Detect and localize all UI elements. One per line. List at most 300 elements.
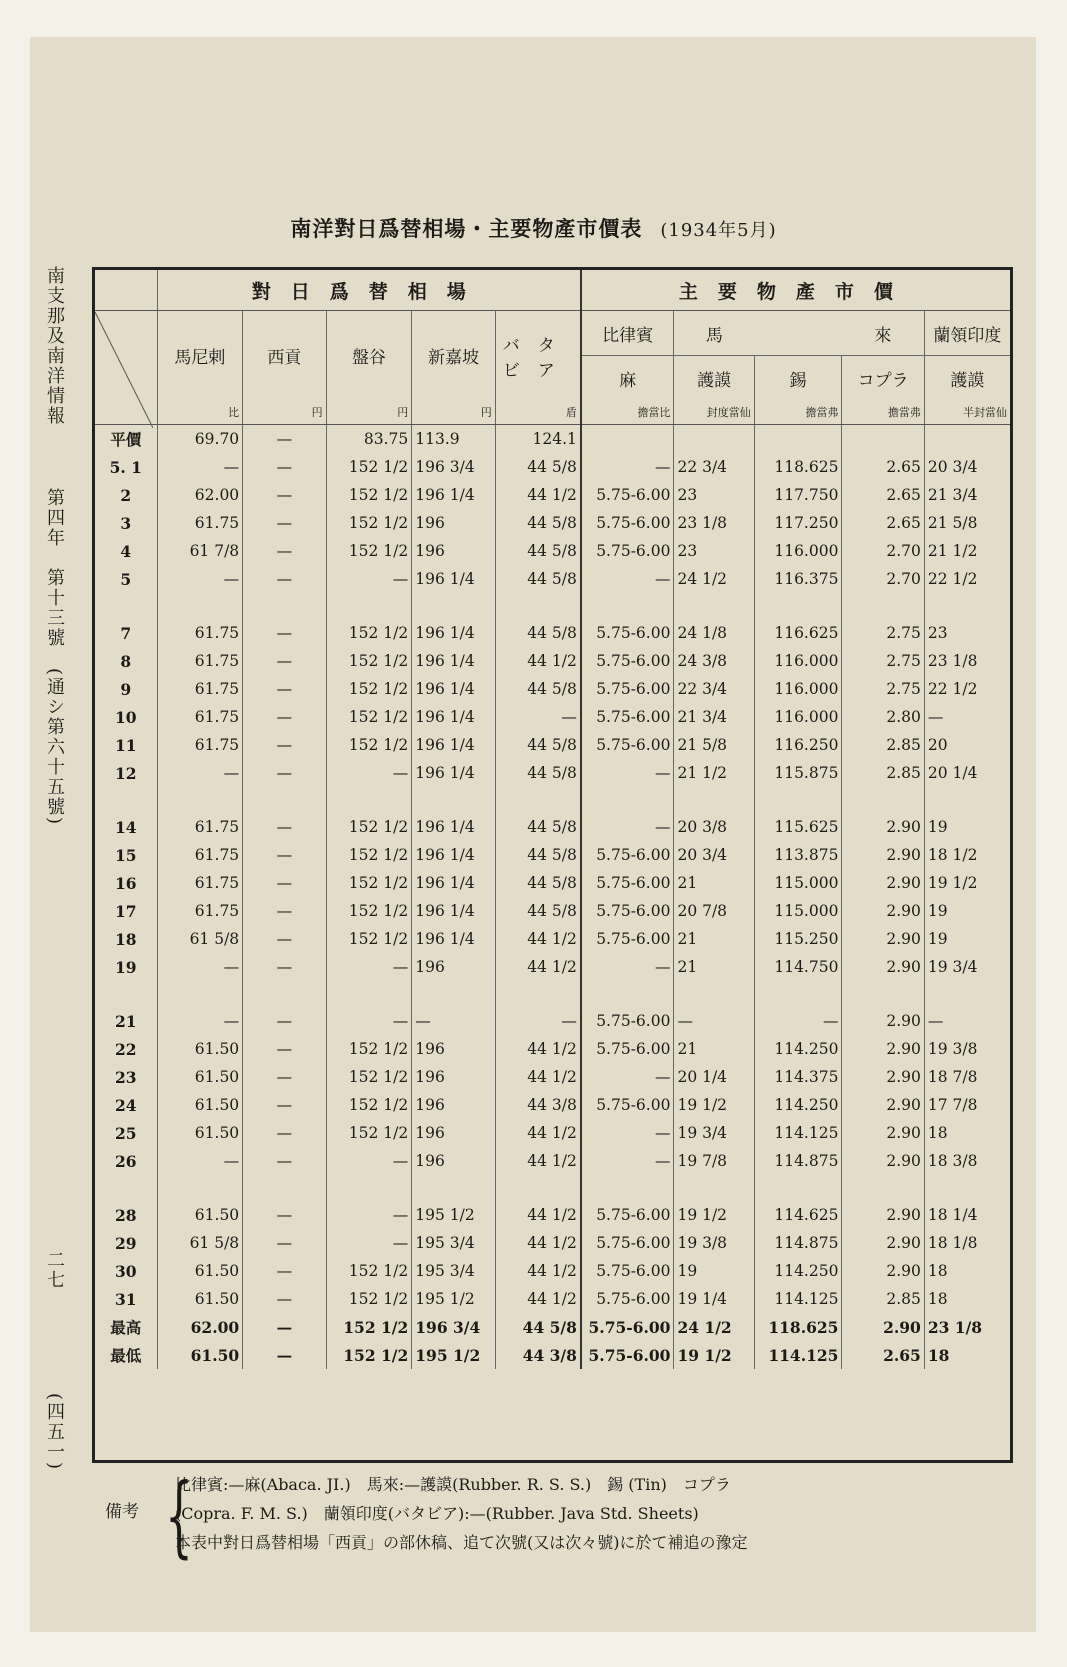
singapore-cell	[412, 981, 495, 1007]
manila-cell: 61.75	[157, 813, 243, 841]
singapore-cell: 196	[412, 1119, 495, 1147]
manila-cell	[157, 1175, 243, 1201]
bangkok-cell: 152 1/2	[326, 1341, 412, 1369]
abaca-cell: —	[581, 1063, 674, 1091]
rubber-nei-cell: 23	[927, 624, 948, 642]
tin-cell: 114.250	[754, 1035, 842, 1063]
saigon-cell: —	[243, 1007, 326, 1035]
copra-cell: 2.65	[842, 509, 924, 537]
saigon-cell: —	[243, 481, 326, 509]
batavia-cell: 44 1/2	[495, 1201, 581, 1229]
rubber-my-cell	[674, 1175, 754, 1201]
title-date: (1934年5月)	[660, 220, 777, 241]
copra-cell: 2.65	[842, 453, 924, 481]
manila-cell: 61.75	[157, 731, 243, 759]
bangkok-cell: 152 1/2	[326, 1035, 412, 1063]
manila-cell: 61.75	[157, 897, 243, 925]
batavia-cell: 44 5/8	[495, 731, 581, 759]
rubber-my-cell	[674, 787, 754, 813]
rubber-my-cell: 24 3/8	[674, 647, 754, 675]
manila-cell	[157, 787, 243, 813]
abaca-cell: 5.75-6.00	[581, 537, 674, 565]
batavia-cell: —	[495, 703, 581, 731]
abaca-cell: 5.75-6.00	[581, 1285, 674, 1313]
rubber-my-cell: 19 3/8	[674, 1229, 754, 1257]
saigon-cell: —	[243, 537, 326, 565]
batavia-cell: 44 1/2	[495, 1063, 581, 1091]
copra-cell	[842, 593, 924, 619]
rubber-nei-cell: —	[927, 708, 944, 726]
batavia-cell	[495, 593, 581, 619]
saigon-cell: —	[243, 1313, 326, 1341]
rubber-nei-cell: 18	[927, 1262, 948, 1280]
rubber-nei-cell: 19	[927, 902, 948, 920]
table-row	[95, 1035, 1010, 1063]
rubber-nei-cell	[924, 425, 1010, 454]
manila-cell: 61.75	[157, 509, 243, 537]
saigon-cell: —	[243, 1229, 326, 1257]
bangkok-cell: 152 1/2	[326, 925, 412, 953]
rubber-my-cell: 19 1/2	[674, 1341, 754, 1369]
rubber-nei-cell: 18 1/4	[927, 1206, 978, 1224]
singapore-cell: 196 1/4	[412, 813, 495, 841]
copra-cell: 2.90	[842, 1063, 924, 1091]
saigon-cell: —	[243, 731, 326, 759]
date-cell: 29	[95, 1229, 157, 1257]
tin-cell: 114.125	[754, 1119, 842, 1147]
abaca-cell: 5.75-6.00	[581, 1091, 674, 1119]
rubber-my-cell: 21	[674, 953, 754, 981]
rubber-my-cell: 23 1/8	[674, 509, 754, 537]
date-cell: 4	[95, 537, 157, 565]
abaca-cell: 5.75-6.00	[581, 1007, 674, 1035]
singapore-cell: 196 1/4	[412, 869, 495, 897]
singapore-cell: 196	[412, 1147, 495, 1175]
batavia-cell: 44 1/2	[495, 647, 581, 675]
rubber-nei-cell: 18 1/2	[927, 846, 978, 864]
rubber-my-cell: 19 3/4	[674, 1119, 754, 1147]
issue-number: 第四年 第十三號 (通シ第六十五號)	[44, 488, 65, 827]
rubber-my-cell: 21	[674, 1035, 754, 1063]
batavia-cell: 44 1/2	[495, 1035, 581, 1063]
batavia-cell: 44 1/2	[495, 1257, 581, 1285]
batavia-cell: 44 5/8	[495, 565, 581, 593]
copra-cell: 2.90	[842, 1007, 924, 1035]
table-row	[95, 1119, 1010, 1147]
manila-cell: 61.50	[157, 1063, 243, 1091]
rubber-my-cell: 24 1/2	[674, 565, 754, 593]
manila-cell: 61.75	[157, 675, 243, 703]
table-row	[95, 509, 1010, 537]
col-philippines: 比律賓	[581, 311, 674, 356]
abaca-cell: —	[581, 1119, 674, 1147]
manila-cell: 62.00	[157, 1313, 243, 1341]
page-title	[0, 213, 1067, 243]
abaca-cell: 5.75-6.00	[581, 1035, 674, 1063]
bangkok-cell: —	[326, 1147, 412, 1175]
batavia-cell: 124.1	[495, 425, 581, 454]
col-batavia: バタビア	[495, 311, 581, 401]
date-cell: 18	[95, 925, 157, 953]
rubber-my-cell: —	[674, 1007, 754, 1035]
batavia-cell: 44 5/8	[495, 619, 581, 647]
copra-cell: 2.75	[842, 675, 924, 703]
col-copra: コプラ	[842, 356, 924, 401]
saigon-cell: —	[243, 841, 326, 869]
rubber-nei-cell: 21 5/8	[927, 514, 978, 532]
rubber-nei-cell: 18 1/8	[927, 1234, 978, 1252]
col-rubber-my: 護謨	[674, 356, 754, 401]
rubber-nei-cell: 18	[927, 1345, 950, 1365]
col-manila: 馬尼剌	[157, 311, 243, 401]
saigon-cell: —	[243, 565, 326, 593]
saigon-cell: —	[243, 1091, 326, 1119]
singapore-cell: 195 3/4	[412, 1229, 495, 1257]
rubber-nei-cell: 18 7/8	[927, 1068, 978, 1086]
date-cell	[95, 593, 157, 619]
bangkok-cell: 152 1/2	[326, 537, 412, 565]
date-cell: 8	[95, 647, 157, 675]
copra-cell: 2.80	[842, 703, 924, 731]
unit-manila: 比	[157, 400, 243, 425]
date-cell: 26	[95, 1147, 157, 1175]
tin-cell	[754, 787, 842, 813]
manila-cell: 61 7/8	[157, 537, 243, 565]
manila-cell: 61.50	[157, 1201, 243, 1229]
batavia-cell: 44 1/2	[495, 481, 581, 509]
bangkok-cell: 152 1/2	[326, 1063, 412, 1091]
abaca-cell: —	[581, 453, 674, 481]
saigon-cell: —	[243, 1119, 326, 1147]
bangkok-cell: 83.75	[326, 425, 412, 454]
copra-cell: 2.90	[842, 1091, 924, 1119]
singapore-cell: 196 1/4	[412, 647, 495, 675]
col-bangkok: 盤谷	[326, 311, 412, 401]
bangkok-cell: 152 1/2	[326, 509, 412, 537]
batavia-cell: 44 3/8	[495, 1341, 581, 1369]
saigon-cell: —	[243, 647, 326, 675]
date-cell: 28	[95, 1201, 157, 1229]
copra-cell: 2.90	[842, 813, 924, 841]
batavia-cell: 44 5/8	[495, 453, 581, 481]
bangkok-cell: 152 1/2	[326, 1285, 412, 1313]
date-cell: 24	[95, 1091, 157, 1119]
rubber-nei-cell	[924, 981, 1010, 1007]
date-cell	[95, 787, 157, 813]
copra-cell: 2.90	[842, 953, 924, 981]
bangkok-cell: 152 1/2	[326, 813, 412, 841]
table-row	[95, 1147, 1010, 1175]
rubber-my-cell: 20 7/8	[674, 897, 754, 925]
table-row	[95, 897, 1010, 925]
manila-cell: 61.75	[157, 619, 243, 647]
page-number: 二七	[44, 1250, 65, 1290]
rubber-nei-cell: 19 3/8	[927, 1040, 978, 1058]
copra-cell: 2.75	[842, 619, 924, 647]
batavia-cell: 44 5/8	[495, 841, 581, 869]
tin-cell: 114.875	[754, 1229, 842, 1257]
tin-cell	[754, 1175, 842, 1201]
rubber-my-cell: 19 1/4	[674, 1285, 754, 1313]
date-cell: 10	[95, 703, 157, 731]
copra-cell: 2.70	[842, 565, 924, 593]
manila-cell: 61.50	[157, 1119, 243, 1147]
rubber-nei-cell	[924, 1175, 1010, 1201]
page-number-total: (四五一)	[44, 1393, 65, 1472]
abaca-cell: —	[581, 565, 674, 593]
table-row	[95, 619, 1010, 647]
manila-cell	[157, 593, 243, 619]
rubber-nei-cell: 18	[927, 1124, 948, 1142]
singapore-cell: 195 1/2	[412, 1341, 495, 1369]
saigon-cell: —	[243, 897, 326, 925]
copra-cell: 2.90	[842, 1257, 924, 1285]
rubber-my-cell	[674, 425, 754, 454]
copra-cell: 2.65	[842, 1341, 924, 1369]
table-row	[95, 759, 1010, 787]
abaca-cell: 5.75-6.00	[581, 675, 674, 703]
tin-cell: 114.625	[754, 1201, 842, 1229]
col-malaya-2: 來	[842, 311, 924, 356]
rubber-nei-cell: —	[927, 1012, 944, 1030]
abaca-cell: 5.75-6.00	[581, 925, 674, 953]
rubber-nei-cell: 18	[927, 1290, 948, 1308]
manila-cell: —	[157, 759, 243, 787]
singapore-cell: 196 1/4	[412, 731, 495, 759]
copra-cell: 2.90	[842, 1035, 924, 1063]
saigon-cell	[243, 593, 326, 619]
saigon-cell: —	[243, 759, 326, 787]
manila-cell: 61.75	[157, 703, 243, 731]
batavia-cell: 44 1/2	[495, 925, 581, 953]
table-row	[95, 869, 1010, 897]
singapore-cell: 196 1/4	[412, 897, 495, 925]
batavia-cell: 44 5/8	[495, 509, 581, 537]
date-cell: 16	[95, 869, 157, 897]
abaca-cell	[581, 981, 674, 1007]
manila-cell: 61.50	[157, 1091, 243, 1119]
rubber-nei-cell: 20	[927, 736, 948, 754]
tin-cell: 115.000	[754, 897, 842, 925]
tin-cell: 115.875	[754, 759, 842, 787]
table-row	[95, 1007, 1010, 1035]
date-cell: 17	[95, 897, 157, 925]
table-row-gap	[95, 981, 1010, 1007]
batavia-cell: 44 3/8	[495, 1091, 581, 1119]
rubber-my-cell: 20 3/4	[674, 841, 754, 869]
singapore-cell: 196	[412, 1091, 495, 1119]
abaca-cell: 5.75-6.00	[581, 1257, 674, 1285]
notes-brace: {	[165, 1464, 193, 1567]
date-cell: 15	[95, 841, 157, 869]
unit-copra: 擔當弗	[842, 400, 924, 425]
table-row	[95, 425, 1010, 454]
copra-cell: 2.70	[842, 537, 924, 565]
table-row	[95, 481, 1010, 509]
saigon-cell: —	[243, 453, 326, 481]
batavia-cell: 44 5/8	[495, 675, 581, 703]
singapore-cell	[412, 593, 495, 619]
manila-cell: 61.50	[157, 1285, 243, 1313]
date-cell: 平價	[95, 425, 157, 454]
abaca-cell: 5.75-6.00	[581, 731, 674, 759]
bangkok-cell: 152 1/2	[326, 1119, 412, 1147]
unit-batavia: 盾	[495, 400, 581, 425]
batavia-cell: 44 5/8	[495, 813, 581, 841]
tin-cell: 116.625	[754, 619, 842, 647]
tin-cell: 116.375	[754, 565, 842, 593]
manila-cell: 61.50	[157, 1341, 243, 1369]
bangkok-cell: 152 1/2	[326, 841, 412, 869]
col-singapore: 新嘉坡	[412, 311, 495, 401]
notes-line-1: 比律賓:—麻(Abaca. JI.) 馬來:—護謨(Rubber. R. S. S.) 錫 (Tin) コプラ	[175, 1475, 731, 1494]
table-row	[95, 453, 1010, 481]
abaca-cell: 5.75-6.00	[581, 1313, 674, 1341]
saigon-cell: —	[243, 703, 326, 731]
rubber-nei-cell: 20 3/4	[927, 458, 978, 476]
saigon-cell: —	[243, 1201, 326, 1229]
singapore-cell	[412, 1175, 495, 1201]
bangkok-cell	[326, 593, 412, 619]
table-row-gap	[95, 593, 1010, 619]
manila-cell: 61 5/8	[157, 1229, 243, 1257]
notes-line-2: (Copra. F. M. S.) 蘭領印度(バタビア):—(Rubber. Java Std. Sheets)	[175, 1504, 699, 1523]
copra-cell: 2.90	[842, 841, 924, 869]
abaca-cell: 5.75-6.00	[581, 509, 674, 537]
date-cell: 19	[95, 953, 157, 981]
bangkok-cell: 152 1/2	[326, 647, 412, 675]
singapore-cell: 196 1/4	[412, 619, 495, 647]
saigon-cell	[243, 787, 326, 813]
col-malaya-1: 馬	[674, 311, 754, 356]
bangkok-cell: 152 1/2	[326, 731, 412, 759]
table-row	[95, 703, 1010, 731]
abaca-cell	[581, 1175, 674, 1201]
abaca-cell: 5.75-6.00	[581, 1341, 674, 1369]
rubber-my-cell: 21 5/8	[674, 731, 754, 759]
date-cell: 7	[95, 619, 157, 647]
rubber-my-cell: 21 1/2	[674, 759, 754, 787]
unit-abaca: 擔當比	[581, 400, 674, 425]
singapore-cell: 196 3/4	[412, 1313, 495, 1341]
saigon-cell: —	[243, 813, 326, 841]
manila-cell: 61.75	[157, 869, 243, 897]
table-row	[95, 675, 1010, 703]
rubber-my-cell: 19 7/8	[674, 1147, 754, 1175]
singapore-cell: 195 1/2	[412, 1285, 495, 1313]
date-cell: 最高	[95, 1313, 157, 1341]
abaca-cell: 5.75-6.00	[581, 647, 674, 675]
bangkok-cell: 152 1/2	[326, 1257, 412, 1285]
singapore-cell: 196	[412, 509, 495, 537]
tin-cell: 114.750	[754, 953, 842, 981]
abaca-cell	[581, 425, 674, 454]
date-cell: 12	[95, 759, 157, 787]
saigon-cell: —	[243, 1285, 326, 1313]
table-row	[95, 925, 1010, 953]
singapore-cell: 196	[412, 537, 495, 565]
col-abaca: 麻	[581, 356, 674, 401]
rubber-my-cell: 20 3/8	[674, 813, 754, 841]
manila-cell: —	[157, 1147, 243, 1175]
manila-cell: —	[157, 953, 243, 981]
tin-cell: 117.750	[754, 481, 842, 509]
table-row	[95, 841, 1010, 869]
rubber-nei-cell: 19	[927, 930, 948, 948]
manila-cell: 61.50	[157, 1257, 243, 1285]
manila-cell: 61.75	[157, 647, 243, 675]
date-cell: 14	[95, 813, 157, 841]
batavia-cell: 44 5/8	[495, 759, 581, 787]
date-cell: 21	[95, 1007, 157, 1035]
table-row	[95, 731, 1010, 759]
saigon-cell	[243, 981, 326, 1007]
table-row	[95, 1201, 1010, 1229]
bangkok-cell: 152 1/2	[326, 453, 412, 481]
manila-cell: 61.75	[157, 841, 243, 869]
notes-line-3: 本表中對日爲替相場「西貢」の部休稿、追て次號(又は次々號)に於て補追の豫定	[175, 1533, 748, 1552]
unit-tin: 擔當弗	[754, 400, 842, 425]
rubber-nei-cell: 23 1/8	[927, 1317, 983, 1337]
journal-name: 南支那及南洋情報	[44, 266, 65, 426]
tin-cell: —	[754, 1007, 842, 1035]
batavia-cell: 44 5/8	[495, 537, 581, 565]
saigon-cell: —	[243, 1063, 326, 1091]
singapore-cell: 113.9	[412, 425, 495, 454]
date-cell: 11	[95, 731, 157, 759]
date-cell: 5. 1	[95, 453, 157, 481]
tin-cell: 114.125	[754, 1341, 842, 1369]
rubber-my-cell: 22 3/4	[674, 453, 754, 481]
batavia-cell: 44 1/2	[495, 953, 581, 981]
table-row-gap	[95, 787, 1010, 813]
rubber-my-cell: 24 1/8	[674, 619, 754, 647]
singapore-cell: 196 1/4	[412, 481, 495, 509]
tin-cell: 114.250	[754, 1091, 842, 1119]
abaca-cell: —	[581, 953, 674, 981]
bangkok-cell: 152 1/2	[326, 897, 412, 925]
unit-rubber-my: 封度當仙	[674, 400, 754, 425]
saigon-cell: —	[243, 869, 326, 897]
bangkok-cell: —	[326, 759, 412, 787]
singapore-cell: 196 1/4	[412, 675, 495, 703]
manila-cell: 62.00	[157, 481, 243, 509]
tin-cell: 114.125	[754, 1285, 842, 1313]
tin-cell: 118.625	[754, 1313, 842, 1341]
rubber-nei-cell: 19 3/4	[927, 958, 978, 976]
saigon-cell: —	[243, 675, 326, 703]
tin-cell: 117.250	[754, 509, 842, 537]
rubber-my-cell: 20 1/4	[674, 1063, 754, 1091]
singapore-cell: 196 1/4	[412, 759, 495, 787]
tin-cell: 116.000	[754, 675, 842, 703]
tin-cell: 114.375	[754, 1063, 842, 1091]
table-row	[95, 1257, 1010, 1285]
corner-cell	[95, 270, 157, 311]
manila-cell: —	[157, 1007, 243, 1035]
bangkok-cell: 152 1/2	[326, 675, 412, 703]
copra-cell: 2.90	[842, 869, 924, 897]
table-row-gap	[95, 1175, 1010, 1201]
abaca-cell: 5.75-6.00	[581, 869, 674, 897]
table-row	[95, 953, 1010, 981]
bangkok-cell: 152 1/2	[326, 703, 412, 731]
singapore-cell: 196 1/4	[412, 925, 495, 953]
singapore-cell: 195 3/4	[412, 1257, 495, 1285]
batavia-cell	[495, 981, 581, 1007]
date-cell: 31	[95, 1285, 157, 1313]
manila-cell: 61.50	[157, 1035, 243, 1063]
